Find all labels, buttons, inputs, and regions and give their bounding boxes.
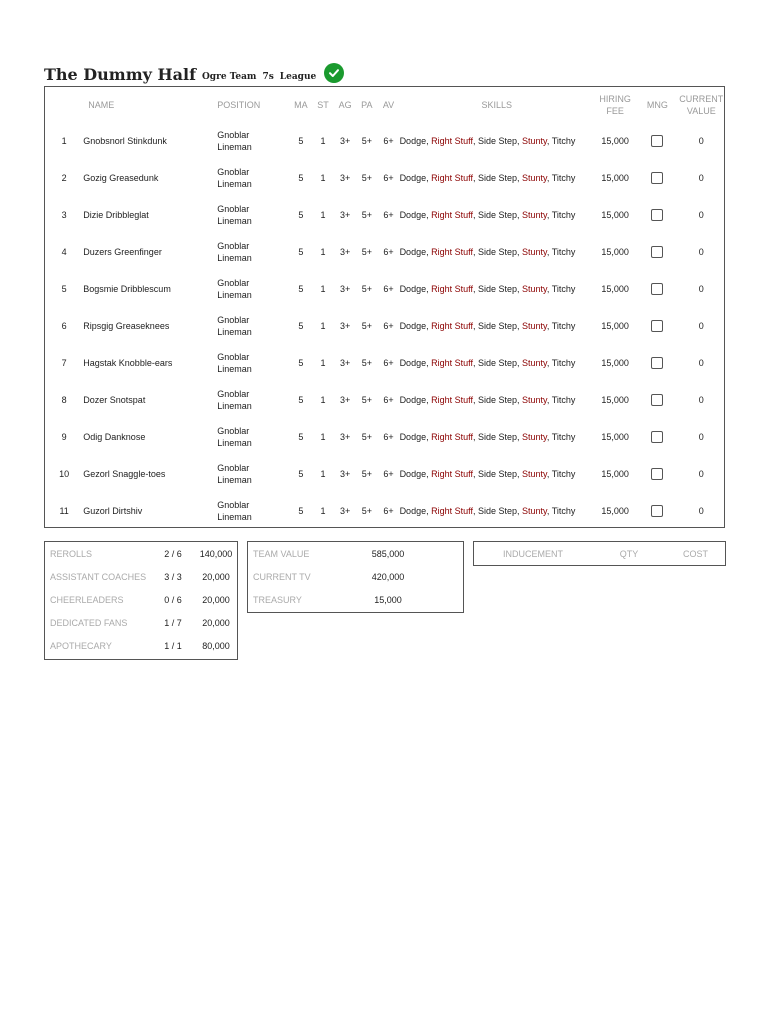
skill: Right Stuff	[431, 468, 473, 479]
col-current-value: CURRENT VALUE	[679, 93, 724, 116]
player-name: Gnobsnorl Stinkdunk	[83, 135, 167, 146]
hiring-fee: 15,000	[601, 246, 629, 257]
position-line-1: Gnoblar	[217, 425, 250, 436]
stat-ma: 5	[298, 320, 304, 331]
hiring-fee: 15,000	[601, 209, 629, 220]
position-line-2: Lineman	[217, 400, 252, 411]
skill: Right Stuff	[431, 394, 473, 405]
current-value: 0	[698, 468, 704, 479]
mng-cell	[636, 122, 678, 159]
player-position	[217, 344, 290, 381]
current-value: 0	[698, 505, 704, 516]
position-line-1: Gnoblar	[217, 388, 250, 399]
stat-ag: 3+	[340, 320, 351, 331]
position-line-1: Gnoblar	[217, 314, 250, 325]
stat-st: 1	[320, 468, 326, 479]
position-line-2: Lineman	[217, 215, 252, 226]
mng-cell	[636, 159, 678, 196]
roster-table	[44, 86, 725, 528]
skill: Side Step	[477, 172, 518, 183]
table-row	[45, 122, 724, 159]
staff-count: 0 / 6	[164, 594, 182, 605]
col-num	[45, 87, 83, 122]
player-skills: Dodge, Right Stuff, Side Step, Stunty, Titchy	[399, 135, 576, 146]
staff-row	[45, 634, 237, 657]
col-ma: MA	[294, 99, 308, 110]
player-name: Duzers Greenfinger	[83, 246, 162, 257]
hiring-fee: 15,000	[601, 394, 629, 405]
staff-panel	[44, 541, 238, 660]
position-line-1: Gnoblar	[217, 462, 250, 473]
skill: Stunty	[522, 246, 547, 257]
skill: Dodge	[399, 505, 427, 516]
stat-av: 6+	[383, 505, 394, 516]
player-number: 1	[61, 135, 67, 146]
position-line-1: Gnoblar	[217, 277, 250, 288]
stat-st: 1	[320, 135, 326, 146]
mng-checkbox[interactable]	[651, 209, 663, 221]
staff-count: 1 / 1	[164, 640, 182, 651]
position-line-1: Gnoblar	[217, 203, 250, 214]
table-row	[45, 270, 724, 307]
team-header	[44, 60, 344, 84]
staff-count: 1 / 7	[164, 617, 182, 628]
player-number: 4	[61, 246, 67, 257]
skill: Stunty	[522, 468, 547, 479]
position-line-2: Lineman	[217, 437, 252, 448]
mng-checkbox[interactable]	[651, 357, 663, 369]
stat-pa: 5+	[361, 246, 372, 257]
stat-pa: 5+	[361, 209, 372, 220]
player-position	[217, 455, 290, 492]
player-position	[217, 233, 290, 270]
skill: Dodge	[399, 394, 427, 405]
stat-ma: 5	[298, 468, 304, 479]
stat-ma: 5	[298, 431, 304, 442]
stat-ma: 5	[298, 172, 304, 183]
value-label: TREASURY	[253, 594, 302, 605]
player-number: 5	[61, 283, 67, 294]
value-amount: 15,000	[374, 594, 402, 605]
stat-pa: 5+	[361, 357, 372, 368]
stat-av: 6+	[383, 135, 394, 146]
staff-row	[45, 542, 237, 565]
hiring-fee: 15,000	[601, 320, 629, 331]
stat-av: 6+	[383, 246, 394, 257]
player-name: Bogsmie Dribblescum	[83, 283, 171, 294]
team-race: Ogre Team	[201, 72, 257, 82]
player-skills: Dodge, Right Stuff, Side Step, Stunty, Titchy	[399, 357, 576, 368]
staff-cost: 20,000	[202, 617, 230, 628]
team-name: The Dummy Half	[44, 65, 196, 84]
skill: Right Stuff	[431, 357, 473, 368]
staff-row	[45, 565, 237, 588]
stat-av: 6+	[383, 320, 394, 331]
mng-cell	[636, 307, 678, 344]
stat-ag: 3+	[340, 431, 351, 442]
stat-ag: 3+	[340, 246, 351, 257]
table-row	[45, 492, 724, 529]
skill: Side Step	[477, 394, 518, 405]
table-row	[45, 381, 724, 418]
stat-ag: 3+	[340, 172, 351, 183]
stat-av: 6+	[383, 468, 394, 479]
stat-st: 1	[320, 357, 326, 368]
col-ag: AG	[338, 99, 352, 110]
skill: Titchy	[551, 172, 576, 183]
position-line-2: Lineman	[217, 326, 252, 337]
current-value: 0	[698, 246, 704, 257]
player-name: Guzorl Dirtshiv	[83, 505, 143, 516]
table-row	[45, 307, 724, 344]
current-value: 0	[698, 431, 704, 442]
skill: Side Step	[477, 468, 518, 479]
stat-st: 1	[320, 209, 326, 220]
player-name: Dozer Snotspat	[83, 394, 146, 405]
skill: Right Stuff	[431, 246, 473, 257]
team-format: 7s	[262, 72, 274, 82]
stat-st: 1	[320, 246, 326, 257]
player-position	[217, 418, 290, 455]
staff-cost: 20,000	[202, 594, 230, 605]
stat-ag: 3+	[340, 135, 351, 146]
hiring-fee: 15,000	[601, 357, 629, 368]
stat-pa: 5+	[361, 320, 372, 331]
table-row	[45, 196, 724, 233]
position-line-2: Lineman	[217, 289, 252, 300]
team-value-panel	[247, 541, 464, 613]
skill: Dodge	[399, 246, 427, 257]
skill: Stunty	[522, 431, 547, 442]
skill: Dodge	[399, 135, 427, 146]
skill: Right Stuff	[431, 431, 473, 442]
table-row	[45, 344, 724, 381]
roster-header-row	[45, 87, 724, 122]
skill: Side Step	[477, 209, 518, 220]
current-value: 0	[698, 357, 704, 368]
skill: Dodge	[399, 357, 427, 368]
skill: Dodge	[399, 320, 427, 331]
stat-st: 1	[320, 431, 326, 442]
hiring-fee: 15,000	[601, 468, 629, 479]
mng-checkbox[interactable]	[651, 135, 663, 147]
mng-checkbox[interactable]	[651, 394, 663, 406]
player-name: Gozig Greasedunk	[83, 172, 159, 183]
current-value: 0	[698, 172, 704, 183]
stat-pa: 5+	[361, 135, 372, 146]
mng-cell	[636, 233, 678, 270]
skill: Titchy	[551, 320, 576, 331]
stat-ma: 5	[298, 246, 304, 257]
player-name: Odig Danknose	[83, 431, 146, 442]
stat-st: 1	[320, 394, 326, 405]
table-row	[45, 455, 724, 492]
skill: Right Stuff	[431, 172, 473, 183]
position-line-2: Lineman	[217, 474, 252, 485]
value-row	[248, 588, 463, 611]
player-skills: Dodge, Right Stuff, Side Step, Stunty, Titchy	[399, 431, 576, 442]
staff-row	[45, 588, 237, 611]
mng-checkbox[interactable]	[651, 468, 663, 480]
player-name: Dizie Dribbleglat	[83, 209, 149, 220]
staff-label: APOTHECARY	[50, 640, 112, 651]
staff-count: 3 / 3	[164, 571, 182, 582]
value-label: CURRENT TV	[253, 571, 311, 582]
mng-checkbox[interactable]	[651, 246, 663, 258]
skill: Stunty	[522, 357, 547, 368]
skill: Stunty	[522, 172, 547, 183]
player-position	[217, 307, 290, 344]
player-rows	[45, 122, 724, 529]
skill: Titchy	[551, 283, 576, 294]
skill: Right Stuff	[431, 209, 473, 220]
col-skills: SKILLS	[481, 99, 513, 110]
qty-header: QTY	[619, 548, 639, 559]
mng-cell	[636, 418, 678, 455]
staff-cost: 80,000	[202, 640, 230, 651]
skill: Titchy	[551, 135, 576, 146]
skill: Stunty	[522, 505, 547, 516]
col-mng: MNG	[646, 99, 668, 110]
position-line-2: Lineman	[217, 141, 252, 152]
player-position	[217, 270, 290, 307]
table-row	[45, 233, 724, 270]
player-number: 7	[61, 357, 67, 368]
inducement-header: INDUCEMENT	[503, 548, 563, 559]
skill: Dodge	[399, 283, 427, 294]
mng-cell	[636, 492, 678, 529]
stat-pa: 5+	[361, 172, 372, 183]
player-number: 9	[61, 431, 67, 442]
mng-checkbox[interactable]	[651, 283, 663, 295]
stat-pa: 5+	[361, 468, 372, 479]
staff-row	[45, 611, 237, 634]
skill: Dodge	[399, 172, 427, 183]
stat-st: 1	[320, 505, 326, 516]
player-skills: Dodge, Right Stuff, Side Step, Stunty, Titchy	[399, 209, 576, 220]
mng-cell	[636, 455, 678, 492]
staff-label: REROLLS	[50, 548, 93, 559]
current-value: 0	[698, 283, 704, 294]
player-name: Gezorl Snaggle-toes	[83, 468, 166, 479]
team-type: League	[279, 72, 317, 82]
staff-count: 2 / 6	[164, 548, 182, 559]
stat-av: 6+	[383, 394, 394, 405]
col-position: POSITION	[217, 99, 261, 110]
stat-pa: 5+	[361, 394, 372, 405]
skill: Side Step	[477, 320, 518, 331]
skill: Right Stuff	[431, 505, 473, 516]
check-circle-icon	[324, 63, 344, 83]
skill: Right Stuff	[431, 283, 473, 294]
value-row	[248, 542, 463, 565]
skill: Titchy	[551, 246, 576, 257]
mng-checkbox[interactable]	[651, 172, 663, 184]
player-number: 8	[61, 394, 67, 405]
player-skills: Dodge, Right Stuff, Side Step, Stunty, Titchy	[399, 468, 576, 479]
position-line-2: Lineman	[217, 363, 252, 374]
col-hiring-fee: HIRING FEE	[599, 93, 631, 116]
player-skills: Dodge, Right Stuff, Side Step, Stunty, Titchy	[399, 320, 576, 331]
stat-ag: 3+	[340, 468, 351, 479]
position-line-1: Gnoblar	[217, 166, 250, 177]
staff-cost: 20,000	[202, 571, 230, 582]
player-number: 11	[59, 505, 69, 516]
skill: Side Step	[477, 135, 518, 146]
inducements-header-row	[474, 542, 725, 565]
player-skills: Dodge, Right Stuff, Side Step, Stunty, Titchy	[399, 172, 576, 183]
current-value: 0	[698, 209, 704, 220]
stat-ma: 5	[298, 357, 304, 368]
skill: Titchy	[551, 394, 576, 405]
mng-cell	[636, 381, 678, 418]
stat-pa: 5+	[361, 283, 372, 294]
player-number: 3	[61, 209, 67, 220]
hiring-fee: 15,000	[601, 431, 629, 442]
col-av: AV	[382, 99, 395, 110]
player-skills: Dodge, Right Stuff, Side Step, Stunty, Titchy	[399, 394, 576, 405]
mng-cell	[636, 344, 678, 381]
col-st: ST	[317, 99, 329, 110]
stat-pa: 5+	[361, 505, 372, 516]
stat-ag: 3+	[340, 283, 351, 294]
position-line-2: Lineman	[217, 252, 252, 263]
stat-av: 6+	[383, 283, 394, 294]
position-line-1: Gnoblar	[217, 499, 250, 510]
value-amount: 585,000	[371, 548, 405, 559]
skill: Stunty	[522, 209, 547, 220]
position-line-2: Lineman	[217, 178, 252, 189]
stat-ag: 3+	[340, 357, 351, 368]
current-value: 0	[698, 394, 704, 405]
stat-ag: 3+	[340, 209, 351, 220]
value-row	[248, 565, 463, 588]
player-skills: Dodge, Right Stuff, Side Step, Stunty, Titchy	[399, 246, 576, 257]
skill: Right Stuff	[431, 320, 473, 331]
stat-st: 1	[320, 283, 326, 294]
player-position	[217, 492, 290, 529]
skill: Stunty	[522, 320, 547, 331]
player-skills: Dodge, Right Stuff, Side Step, Stunty, Titchy	[399, 505, 576, 516]
stat-av: 6+	[383, 357, 394, 368]
mng-checkbox[interactable]	[651, 320, 663, 332]
skill: Side Step	[477, 283, 518, 294]
skill: Titchy	[551, 505, 576, 516]
position-line-1: Gnoblar	[217, 351, 250, 362]
staff-label: ASSISTANT COACHES	[50, 571, 147, 582]
stat-av: 6+	[383, 209, 394, 220]
mng-checkbox[interactable]	[651, 505, 663, 517]
skill: Side Step	[477, 246, 518, 257]
stat-ma: 5	[298, 394, 304, 405]
player-name: Ripsgig Greaseknees	[83, 320, 170, 331]
hiring-fee: 15,000	[601, 135, 629, 146]
player-number: 10	[59, 468, 70, 479]
skill: Titchy	[551, 431, 576, 442]
player-skills: Dodge, Right Stuff, Side Step, Stunty, Titchy	[399, 283, 576, 294]
stat-ma: 5	[298, 209, 304, 220]
player-position	[217, 159, 290, 196]
skill: Titchy	[551, 209, 576, 220]
table-row	[45, 418, 724, 455]
skill: Stunty	[522, 283, 547, 294]
skill: Stunty	[522, 394, 547, 405]
stat-st: 1	[320, 320, 326, 331]
value-amount: 420,000	[371, 571, 405, 582]
player-name: Hagstak Knobble-ears	[83, 357, 173, 368]
position-line-1: Gnoblar	[217, 240, 250, 251]
cost-header: COST	[682, 548, 708, 559]
mng-checkbox[interactable]	[651, 431, 663, 443]
stat-pa: 5+	[361, 431, 372, 442]
stat-st: 1	[320, 172, 326, 183]
current-value: 0	[698, 320, 704, 331]
skill: Titchy	[551, 468, 576, 479]
col-pa: PA	[361, 99, 373, 110]
staff-label: CHEERLEADERS	[50, 594, 124, 605]
stat-av: 6+	[383, 431, 394, 442]
stat-ma: 5	[298, 135, 304, 146]
stat-av: 6+	[383, 172, 394, 183]
skill: Stunty	[522, 135, 547, 146]
player-number: 2	[61, 172, 67, 183]
stat-ag: 3+	[340, 394, 351, 405]
col-name: NAME	[88, 99, 115, 110]
skill: Titchy	[551, 357, 576, 368]
player-position	[217, 122, 290, 159]
player-position	[217, 381, 290, 418]
player-number: 6	[61, 320, 67, 331]
current-value: 0	[698, 135, 704, 146]
mng-cell	[636, 196, 678, 233]
skill: Dodge	[399, 468, 427, 479]
staff-label: DEDICATED FANS	[50, 617, 128, 628]
staff-cost: 140,000	[199, 548, 233, 559]
skill: Right Stuff	[431, 135, 473, 146]
stat-ma: 5	[298, 283, 304, 294]
hiring-fee: 15,000	[601, 283, 629, 294]
skill: Dodge	[399, 209, 427, 220]
player-position	[217, 196, 290, 233]
position-line-1: Gnoblar	[217, 129, 250, 140]
stat-ag: 3+	[340, 505, 351, 516]
value-label: TEAM VALUE	[253, 548, 310, 559]
skill: Dodge	[399, 431, 427, 442]
hiring-fee: 15,000	[601, 172, 629, 183]
skill: Side Step	[477, 357, 518, 368]
position-line-2: Lineman	[217, 511, 252, 522]
players-table	[45, 87, 724, 529]
skill: Side Step	[477, 505, 518, 516]
stat-ma: 5	[298, 505, 304, 516]
hiring-fee: 15,000	[601, 505, 629, 516]
inducements-panel	[473, 541, 726, 566]
mng-cell	[636, 270, 678, 307]
table-row	[45, 159, 724, 196]
skill: Side Step	[477, 431, 518, 442]
